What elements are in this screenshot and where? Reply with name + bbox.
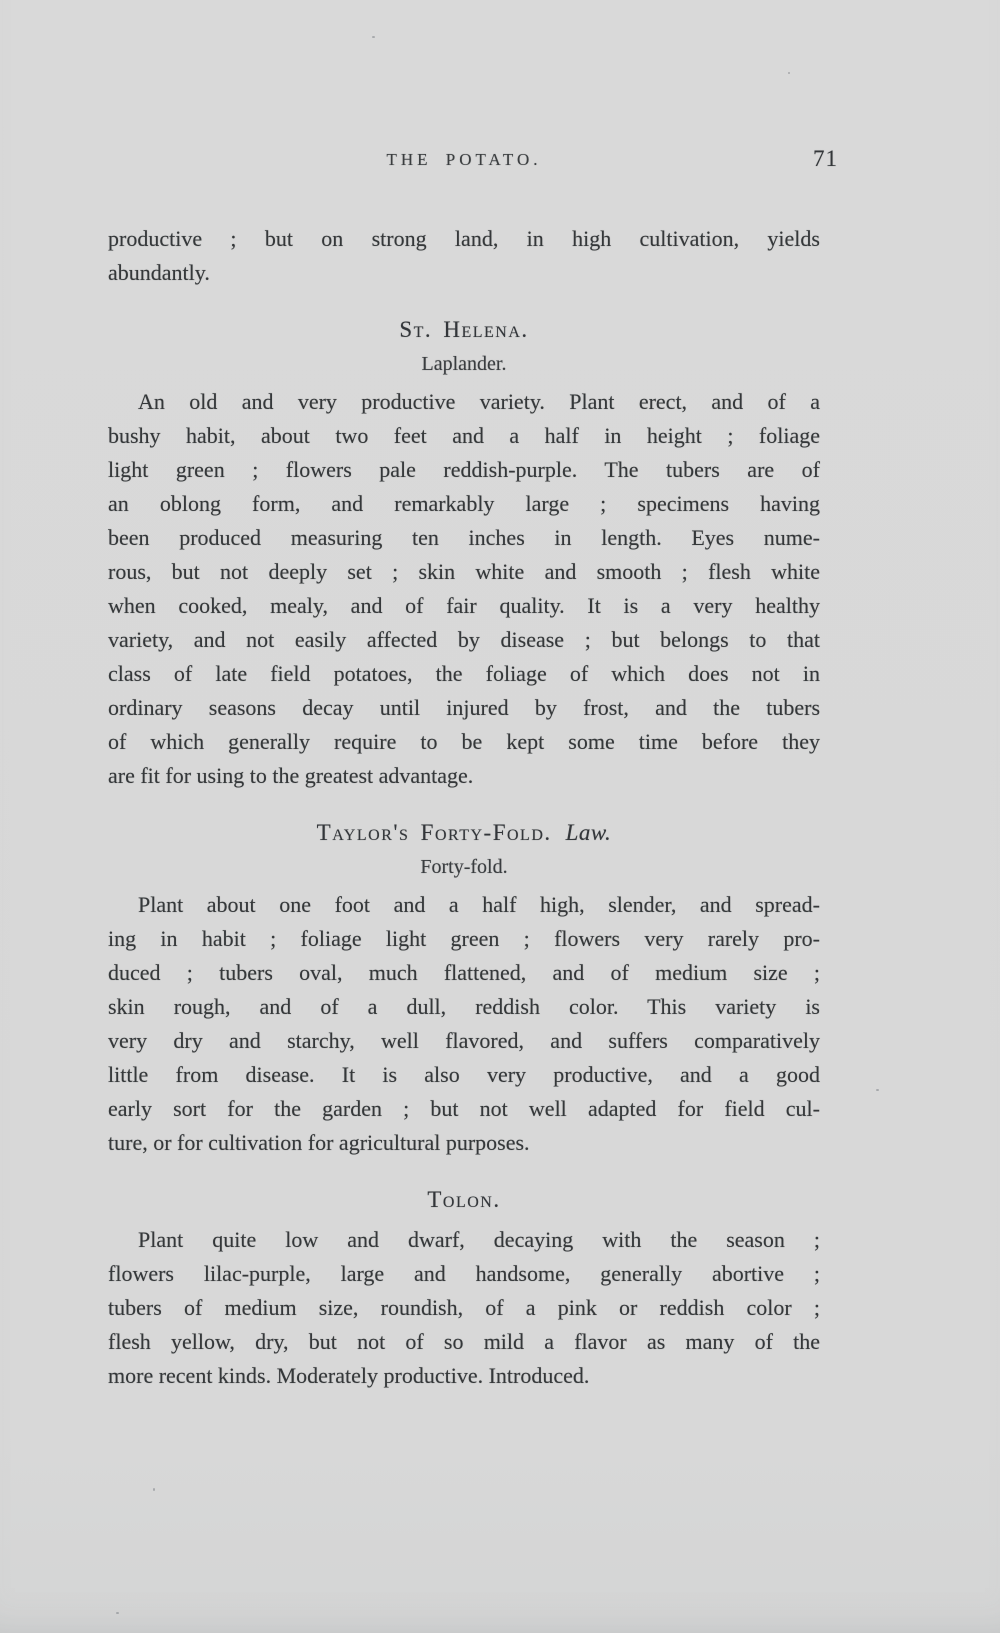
text-line: very dry and starchy, well flavored, and suffers comparatively	[108, 1028, 820, 1053]
scan-speck	[153, 1488, 155, 1491]
section-subheading-forty-fold: Forty-fold.	[420, 856, 508, 878]
page-number: 71	[813, 146, 838, 171]
text-line: of which generally require to be kept some time before they	[108, 729, 820, 754]
text-line: little from disease. It is also very productive, and a good	[108, 1062, 820, 1087]
paragraph-st-helena	[108, 385, 820, 793]
text-line: tubers of medium size, roundish, of a pink or reddish color ;	[108, 1295, 820, 1320]
variety-source: Law.	[565, 820, 612, 845]
text-line: rous, but not deeply set ; skin white and smooth ; flesh white	[108, 559, 820, 584]
paragraph-tolon	[108, 1223, 820, 1393]
section-heading-st-helena	[108, 317, 820, 343]
running-head	[108, 146, 838, 176]
section-subheading-laplander: Laplander.	[421, 353, 507, 375]
variety-name: Taylor's Forty-Fold.	[316, 820, 552, 845]
text-line: skin rough, and of a dull, reddish color. This variety is	[108, 994, 820, 1019]
text-line: abundantly.	[108, 260, 210, 285]
text-line: An old and very productive variety. Plant erect, and of a	[138, 389, 820, 414]
text-line: been produced measuring ten inches in length. Eyes nume-	[108, 525, 820, 550]
text-line: variety, and not easily affected by disease ; but belongs to that	[108, 627, 820, 652]
variety-name: Tolon.	[427, 1187, 501, 1212]
section-heading-tolon	[108, 1187, 820, 1213]
section-heading-taylors-forty-fold	[108, 820, 820, 846]
text-line: duced ; tubers oval, much flattened, and of medium size ;	[108, 960, 820, 985]
text-line: an oblong form, and remarkably large ; specimens having	[108, 491, 820, 516]
scan-speck	[788, 72, 790, 74]
text-line: productive ; but on strong land, in high cultivation, yields	[108, 226, 820, 251]
text-line: light green ; flowers pale reddish-purple. The tubers are of	[108, 457, 820, 482]
scan-speck	[116, 1612, 119, 1614]
text-line: are fit for using to the greatest advantage.	[108, 763, 474, 788]
text-line: ordinary seasons decay until injured by frost, and the tubers	[108, 695, 820, 720]
running-head-title: THE POTATO.	[386, 150, 542, 169]
paragraph-continuation	[108, 222, 820, 290]
text-line: ture, or for cultivation for agricultural purposes.	[108, 1130, 530, 1155]
scan-speck	[876, 1089, 879, 1091]
text-line: class of late field potatoes, the foliage of which does not in	[108, 661, 820, 686]
variety-name: St. Helena.	[399, 317, 529, 342]
text-line: bushy habit, about two feet and a half in height ; foliage	[108, 423, 820, 448]
paragraph-taylors-forty-fold	[108, 888, 820, 1160]
text-line: early sort for the garden ; but not well adapted for field cul-	[108, 1096, 820, 1121]
scan-speck	[372, 36, 375, 38]
text-line: more recent kinds. Moderately productive. Introduced.	[108, 1363, 590, 1388]
text-line: Plant about one foot and a half high, slender, and spread-	[138, 892, 820, 917]
text-line: flesh yellow, dry, but not of so mild a flavor as many of the	[108, 1329, 820, 1354]
text-line: ing in habit ; foliage light green ; flowers very rarely pro-	[108, 926, 820, 951]
text-line: Plant quite low and dwarf, decaying with the season ;	[138, 1227, 820, 1252]
text-line: flowers lilac-purple, large and handsome, generally abortive ;	[108, 1261, 820, 1286]
text-line: when cooked, mealy, and of fair quality. It is a very healthy	[108, 593, 820, 618]
